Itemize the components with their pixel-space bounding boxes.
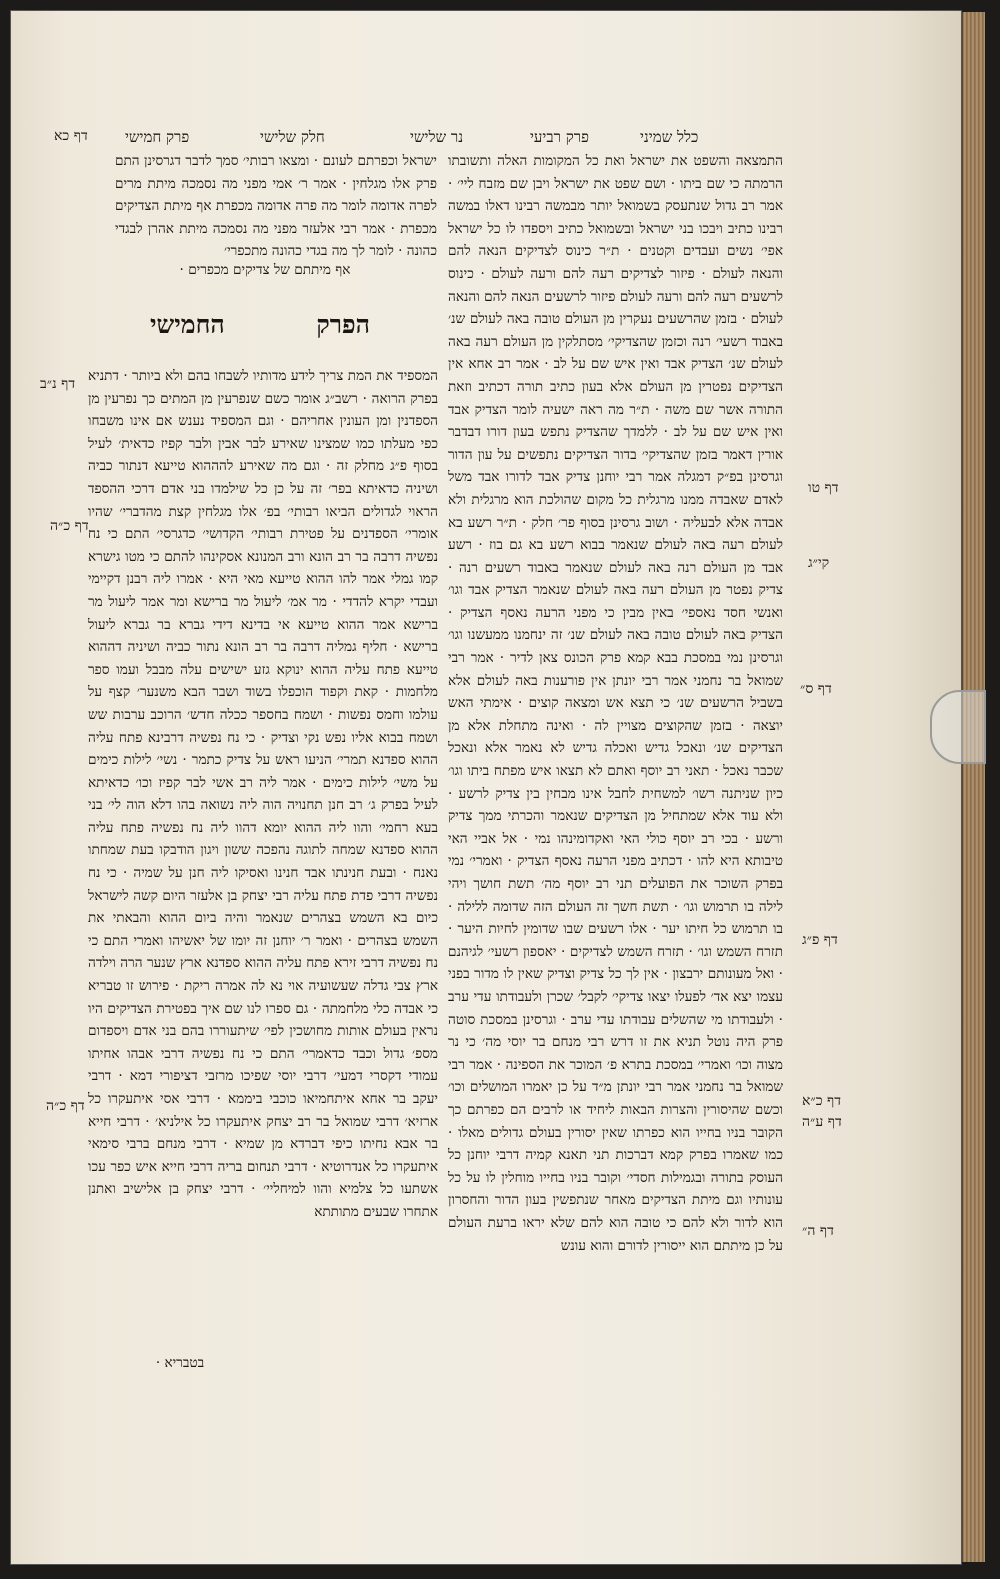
margin-note: דף ה״ (802, 1223, 834, 1239)
left-column-top (115, 150, 437, 263)
margin-note: דף פ״ג (802, 932, 838, 948)
book-page (10, 10, 962, 1565)
chapter-heading (150, 310, 370, 340)
margin-note: קי״ג (808, 555, 830, 571)
margin-note: דף כא (54, 128, 88, 144)
left-top-paragraph: ישראל וכפרתם לעונם · ומצאו רבותי׳ סמך לדבר דגרסינן התם פרק אלו מגלחין · אמר ר׳ אמי מפני מה נסמכה מיתת מרים לפרה אדומה לומר מה פרה אדומה מכפרת אף מיתת הצדיקים מכפרת · אמר רבי אלעזר מפני מה נסמכה מיתת אהרן לבגדי כהונה · לומר לך מה בגדי כהונה מתכפרי׳ (115, 153, 437, 260)
header-chapter-left: פרק חמישי (125, 128, 190, 146)
faint-bleedthrough-mark (500, 1362, 620, 1376)
margin-note: דף ע״ה (802, 1114, 842, 1130)
margin-note: דף כ״א (802, 1093, 841, 1109)
left-closing-line: בטבריא · (155, 1355, 205, 1371)
header-part-label: חלק שלישי (260, 128, 325, 146)
page-tab-flap (930, 690, 986, 764)
margin-note: דף נ״ב (40, 376, 76, 392)
margin-note: דף כ״ה (46, 1098, 85, 1114)
header-volume-label: נר שלישי (410, 128, 464, 146)
right-column-body (448, 150, 783, 1350)
right-body-text: התמצאה והשפט את ישראל ואת כל המקומות האלה ותשובתו הרמתה כי שם ביתו · ושם שפט את ישראל ויבן שם מזבח ליי׳ · אמר רב גדול שנתעסק בשמואל יותר מבמשה רבינו דאלו במשה רבינו כתיב ויבכו בני ישראל ובשמואל כתיב ויספדו לו כל ישראל אפי׳ נשים ועבדים וקטנים · ת״ר כינוס לצדיקים הנאה להם והנאה לעולם · פיזור לצדיקים רעה להם ורעה לעולם · כינוס לרשעים רעה להם ורעה לעולם פיזור לרשעים הנאה להם והנאה לעולם · בזמן שהרשעים נעקרין מן העולם טובה באה לעולם שנ׳ באבוד רשעי׳ רנה וכזמן שהצדיקי׳ מסתלקין מן העולם רעה באה לעולם שנ׳ הצדיק אבד ואין איש שם על לב · אמר רב אחא אין הצדיקים נפטרין מן העולם אלא בעון כתיב תורה דכתיב וזאת התורה אשר שם משה · ת״ר מה ראה ישעיה לומר הצדיק אבד ואין איש שם על לב · ללמדך שהצדיק נתפש בעון דורו דבדבר אורין דאמר בזמן שהצדיקי׳ בדור הצדיקים נתפשים על עון הדור וגרסינן בפ״ק דמגלה אמר רבי יוחנן צדיק אבד לדורו אבד משל לאדם שאבדה ממנו מרגלית כל מקום שהולכת הוא מרגלית ולא אבדה אלא לבעליה · ושוב גרסינן בסוף פר׳ חלק · ת״ר רשע בא לעולם רעה באה לעולם שנאמר בבוא רשע בא גם בוז · רשע אבד מן העולם רנה באה לעולם שנאמר באבוד רשעים רנה · צדיק נפטר מן העולם רעה באה לעולם שנאמר הצדיק אבד וגו׳ ואנשי חסד נאספי׳ באין מבין כי מפני הרעה נאסף הצדיק · הצדיק באה לעולם טובה באה לעולם שנ׳ זה ינחמנו ממעשנו וגו׳ וגרסינן נמי במסכת בבא קמא פרק הכונס צאן לדיר · אמר רבי שמואל בר נחמני אמר רבי יונתן אין פורענות באה לעולם אלא בשביל הרשעים שנ׳ כי תצא אש ומצאה קוצים · אימתי האש יוצאה · בזמן שהקוצים מצויין לה · ואינה מתחלת אלא מן הצדיקים שנ׳ ונאכל גדיש ואכלה גדיש לא נאמר אלא ונאכל שכבר נאכל · תאני רב יוסף ואתם לא תצאו איש מפתח ביתו וגו׳ כיון שניתנה רשו׳ למשחית לחבל אינו מבחין בין צדיק לרשע · ולא עוד אלא שמתחיל מן הצדיקים שנאמר והכרתי ממך צדיק ורשע · בכי רב יוסף כולי האי ואקדומינהו נמי · אל אביי האי טיבותא היא להו · דכתיב מפני הרעה נאסף הצדיק · ואמרי׳ נמי בפרק השוכר את הפועלים תני רב יוסף מה׳ תשת חושך ויהי לילה בו תרמוש וגו׳ · תשת חשך זה העולם הזה שדומה ללילה · בו תרמוש כל חיתו יער · אלו רשעים שבו שדומין לחיות היער · תזרח השמש וגו׳ · תזרח השמש לצדיקים · יאספון רשעי׳ לגיהנם · ואל מעונותם ירבצון · אין לך כל צדיק וצדיק שאין לו מדור בפני עצמו יצא אד׳ לפעלו יצאו צדיקי׳ לקבל׳ שכרן ולעבודתו עדי ערב · ולעבודתו מי שהשלים עבודתו עדי ערב · וגרסינן במסכת סוטה פרק היה נוטל תניא את זו דרש רבי מנחם בר יוסי מה׳ כי נר מצוה וכו׳ ואמרי׳ במסכת בתרא פ׳ המוכר את הספינה · אמר רבי שמואל בר נחמני אמר רבי יונתן מ״ד על כן יאמרו המושלים וכו׳ וכשם שהיסורין והצרות הבאות ליחיד או לרבים הם כפרתם כך הקובר בניו בחייו הוא כפרתו שאין יסורין בעולם גדולים מאלו · כמו שאמרו בפרק קמא דברכות תני תאנא קמיה דרבי יוחנן כל העוסק בתורה ובגמילות חסדי׳ וקובר בניו בחייו מוחלין לו על כל עונותיו וגם מיתת הצדיקים מאחר שנתפשין בעון הדור והחסרון הוא לדור ולא להם כי טובה הוא להם שלא יראו ברעת העולם על כן מיתתם הוא ייסורין לדורם והוא עונש (448, 153, 783, 1254)
margin-note: דף ס״ (800, 681, 832, 697)
chapter-heading-word: החמישי (150, 310, 225, 339)
left-body-text: המספיד את המת צריך לידע מדותיו לשבחו בהם ולא ביותר · דתניא בפרק הרואה · רשב״ג אומר כשם שנפרעין מן המתים כך נפרעין מן הספדנין ומן העונין אחריהם · וגם המספיד נענש אם אינו משבחו כפי מעלתו כמו שמצינו שאירע לבר אבין ולבר קפיז כדאית׳ לעיל בסוף פ״ג מחלק זה · וגם מה שאירע להההוא טייעא דנתור כביה ושיניה כדאיתא בפר׳ זה על כן כל שילמדו בני אדם דרכי ההספד הראוי לגדולים הביאו רבותי׳ בפ׳ אלו מגלחין קצת מהדברי׳ שהיו אומרי׳ הספדנים על פטירת רבותי׳ הקדושי׳ כדגרסי׳ התם כי נח נפשיה דרבה בר רב הונא ורב המנונא אסקינהו להתם כי מטו גישרא קמו גמלי אמר להו ההוא טייעא מאי היא · אמרו ליה רבנן דקיימי ועבדי יקרא להדדי · מר אמ׳ ליעול מר ברישא ומר אמר ליעול מר ברישא אמר ההוא טייעא אי בדינא דידי גברא בר גברא ליעול ברישא · חליף גמליה דרבה בר רב הונא נתור כביה ושיניה דההוא טייעא פתח עליה ההוא ינוקא גזע ישישים עלה מבבל ועמו ספר מלחמות · קאת וקפוד הוכפלו בשוד ושבר הבא משנער׳ קצף על עולמו וחמס נפשות · ושמח בחספר ככלה חדש׳ הרוכב ערבות שש ושמח בבוא אליו נפש נקי וצדיק · כי נח נפשיה דרבינא פתח עליה ההוא ספדנא תמרי׳ הניעו ראש על צדיק כתמר · נשי׳ לילות כימים על משי׳ לילות כימים · אמר ליה רב אשי לבר קפיז וכו׳ כדאיתא לעיל בפרק ג׳ רב חנן תחנויה הוה ליה נשואה בהו דלא הוה לי׳ בני בעא רחמי׳ והוו ליה ההוא יומא דהוו ליה נח נפשיה פתח עליה ההוא ספדנא שמחה לתוגה נהפכה ששון ויגון הודבקו בעת שמחתו נאנח · ובעת חנינתו אבד חנינו ואסיקו ליה חנן על שמיה · כי נח נפשיה דרבי פדת פתח עליה רבי יצחק בן אלעזר היום קשה לישראל כיום בא השמש בצהרים שנאמר והיה ביום ההוא והבאתי את השמש בצהרים · ואמר ר׳ יוחנן זה יומו של יאשיהו ואמרי התם כי נח נפשיה דרבי זירא פתח עליה ההוא ספדנא ארץ שנער הרה וילדה ארץ צבי גדלה שעשועיה אוי נא לה אמרה ריקת · פירוש זו טבריא כי אבדה כלי מלחמתה · גם ספרו לנו שם איך בפטירת הצדיקים היו נראין בעולם אותות מחושכין לפי׳ שיתעוררו בהם בני אדם ויספדום מספ׳ גדול וכבד כדאמרי׳ התם כי נח נפשיה דרבי אבהו אחיתו עמודי דקסרי דמעי׳ דרבי יוסי שפיכו מרזבי דציפורי דמא · דרבי יעקב בר אחא איתחמיאו כוכבי ביממא · דרבי אסי איתעקרו כל ארזיא׳ דרבי שמואל בר רב יצחק איתעקרו כל אילניא׳ · דרבי חייא בר אבא נחיתו כיפי דברדא מן שמיא · דרבי מנחם ברבי סימאי איתעקרו כל אנדרוטיא · דרבי תנחום בריה דרבי חייא איש כפר עכו אשתעו כל צלמיא והוו למיחליי׳ · דרבי יצחק בן אלישיב ואתנן אתחרו שבעים מתותתא (88, 368, 438, 1220)
chapter-heading-word: הפרק (316, 310, 370, 339)
left-column-body (88, 365, 438, 1355)
margin-note: דף כ״ה (50, 518, 89, 534)
header-rule-label: כלל שמיני (640, 128, 699, 146)
margin-note: דף טו (808, 480, 839, 496)
left-top-closing-line: אף מיתתם של צדיקים מכפרים · (179, 262, 351, 278)
book-page-edges (962, 12, 985, 1562)
header-chapter-right: פרק רביעי (530, 128, 589, 146)
